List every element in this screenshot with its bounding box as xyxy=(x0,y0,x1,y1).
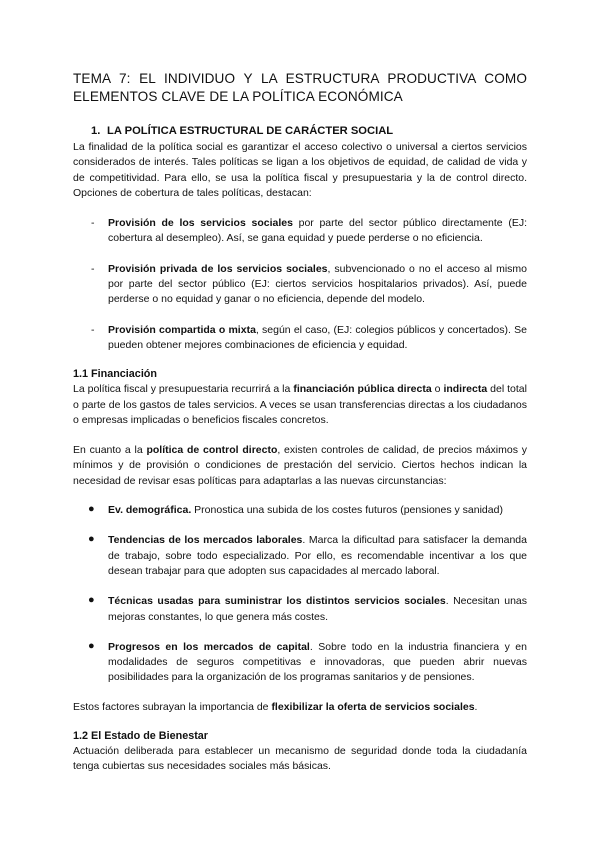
list-item-bold: Provisión de los servicios sociales xyxy=(108,217,293,230)
list-item xyxy=(73,533,527,579)
list-item-bold: Provisión privada de los servicios sociales xyxy=(108,262,328,275)
subsection-heading-1-2: 1.2 El Estado de Bienestar xyxy=(73,730,209,743)
text-bold: política de control directo xyxy=(146,444,278,457)
facts-list xyxy=(73,503,527,686)
text-run: En cuanto a la xyxy=(73,444,147,457)
text-run: o xyxy=(431,383,444,396)
dash-bullet: - xyxy=(91,323,95,336)
closing-paragraph xyxy=(73,700,527,715)
text-bold: indirecta xyxy=(443,383,488,396)
list-item-bold: Provisión compartida o mixta xyxy=(108,323,256,336)
text-run: del total o parte de los gastos de tales servicios. A veces se usan transferencias directas a los ciudadanos o empresas implicadas o beneficios fiscales concretos. xyxy=(73,383,527,426)
list-item-text: Pronostica una subida de los costes futuros (pensiones y sanidad) xyxy=(191,504,503,517)
coverage-options-list xyxy=(73,216,527,353)
list-item xyxy=(73,640,527,686)
text-run: . xyxy=(474,700,478,713)
section-number: 1. xyxy=(91,125,101,137)
list-item xyxy=(73,323,527,354)
list-item-text: . Sobre todo en la industria financiera y en modalidades de seguros competitivas e innovadoras, que pueden abrir nuevas posibilidades para la organización de los programas sanitarios y de pensiones. xyxy=(108,640,527,684)
dot-bullet: ● xyxy=(88,503,95,516)
control-paragraph xyxy=(73,443,527,489)
dot-bullet: ● xyxy=(88,594,95,607)
text-run: , existen controles de calidad, de precios máximos y mínimos y de provisión o condiciones de prestación del servicio. Ciertos hechos indican la necesidad de revisar esas políticas para adaptarlas a las nuevas circunstancias: xyxy=(73,444,527,487)
document-content xyxy=(73,70,527,775)
list-item xyxy=(73,503,527,518)
section-heading-text: LA POLÍTICA ESTRUCTURAL DE CARÁCTER SOCIAL xyxy=(107,125,394,137)
list-item-bold: Ev. demográfica. xyxy=(108,504,192,517)
list-item-bold: Tendencias de los mercados laborales xyxy=(108,534,303,547)
section-heading-1 xyxy=(91,124,527,138)
welfare-state-paragraph: Actuación deliberada para establecer un mecanismo de seguridad donde toda la ciudadanía tenga cubiertas sus necesidades sociales más básicas. xyxy=(73,745,527,773)
list-item-text: , subvencionado o no el acceso al mismo por parte del sector público (EJ: ciertos servicios hospitalarios privados). Así, puede perderse o no equidad y ganar o no eficiencia, depende del modelo. xyxy=(108,262,527,306)
list-item xyxy=(73,594,527,625)
list-item xyxy=(73,216,527,247)
text-bold: flexibilizar la oferta de servicios sociales xyxy=(271,700,475,713)
section-1-intro: La finalidad de la política social es garantizar el acceso colectivo o universal a ciertos servicios considerados de interés. Tales políticas se ligan a los objetivos de equidad, de calidad de vida y de competitividad. Para ello, se usa la política fiscal y presupuestaria y la de control directo. Opciones de cobertura de tales políticas, destacan: xyxy=(73,141,527,199)
dash-bullet: - xyxy=(91,262,95,275)
text-bold: financiación pública directa xyxy=(293,383,432,396)
subsection-heading-1-1: 1.1 Financiación xyxy=(73,368,158,381)
list-item-text: por parte del sector público directamente (EJ: cobertura al desempleo). Así, se gana equidad y puede perderse o no eficiencia. xyxy=(108,217,527,245)
text-run: La política fiscal y presupuestaria recurrirá a la xyxy=(73,383,294,396)
list-item-text: . Necesitan unas mejoras constantes, lo que genera más costes. xyxy=(108,595,528,623)
list-item-text: . Marca la dificultad para satisfacer la demanda de trabajo, sobre todo especializado. Por ello, es recomendable incentivar a los que desean trabajar para que adopten sus capacidades al mercado laboral. xyxy=(108,534,527,577)
list-item-bold: Técnicas usadas para suministrar los distintos servicios sociales xyxy=(108,595,446,608)
list-item xyxy=(73,262,527,308)
text-run: Estos factores subrayan la importancia de xyxy=(73,700,272,713)
page-title: TEMA 7: EL INDIVIDUO Y LA ESTRUCTURA PRODUCTIVA COMO ELEMENTOS CLAVE DE LA POLÍTICA ECONÓMICA xyxy=(73,71,527,104)
financing-paragraph xyxy=(73,382,527,428)
dot-bullet: ● xyxy=(88,639,95,652)
list-item-bold: Progresos en los mercados de capital xyxy=(108,640,310,653)
dot-bullet: ● xyxy=(88,533,95,546)
list-item-text: , según el caso, (EJ: colegios públicos y concertados). Se pueden obtener mejores combinaciones de eficiencia y equidad. xyxy=(108,323,527,351)
dash-bullet: - xyxy=(91,217,95,230)
